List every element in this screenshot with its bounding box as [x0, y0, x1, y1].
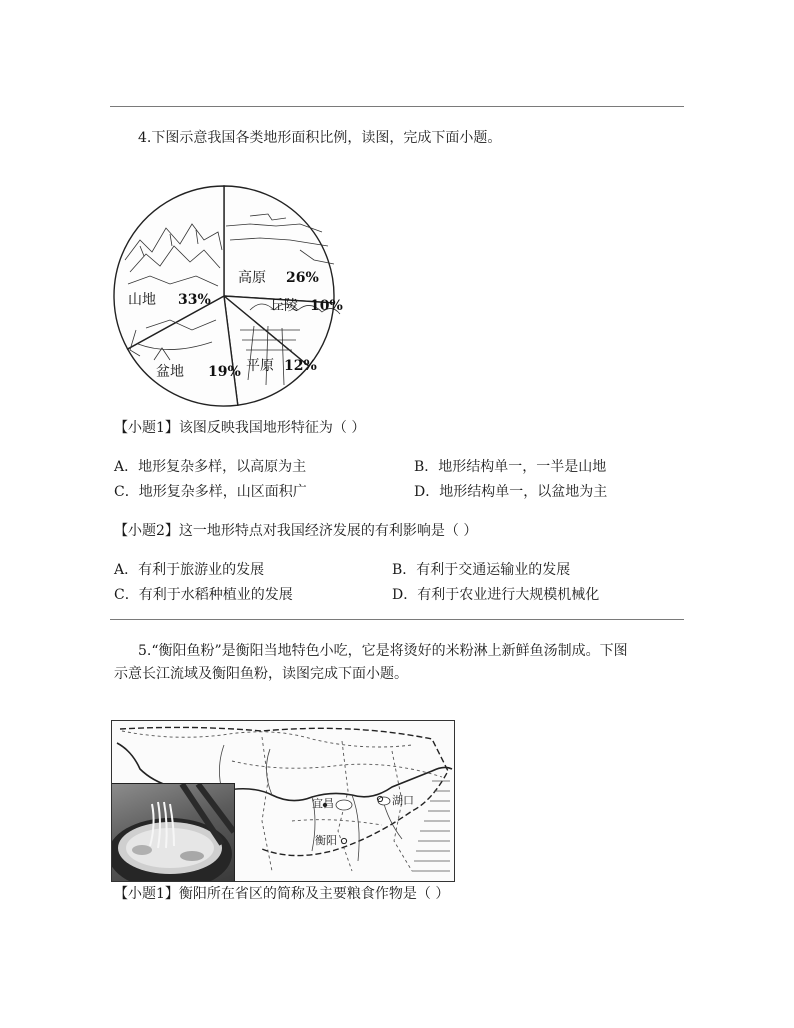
q4-intro: 4.下图示意我国各类地形面积比例，读图，完成下面小题。 — [138, 130, 502, 146]
q5-intro-line2: 示意长江流域及衡阳鱼粉，读图完成下面小题。 — [114, 666, 408, 682]
hengyang-label: 衡阳 — [315, 834, 337, 847]
q5-intro-line1: 5.“衡阳鱼粉”是衡阳当地特色小吃，它是将烫好的米粉淋上新鲜鱼汤制成。下图 — [138, 643, 628, 659]
q4-sub1-option-b[interactable]: B．地形结构单一，一半是山地 — [414, 459, 607, 475]
pie-value-label: 33% — [178, 292, 211, 308]
q4-sub2-stem: 【小题2】这一地形特点对我国经济发展的有利影响是（ ） — [114, 523, 478, 539]
top-divider — [110, 106, 684, 107]
pie-value-label: 26% — [286, 270, 319, 286]
terrain-pie-chart — [100, 180, 350, 412]
hengyang-fish-noodle-photo — [112, 783, 235, 881]
q4-sub1-option-a[interactable]: A．地形复杂多样，以高原为主 — [114, 459, 307, 475]
pie-value-label: 12% — [284, 358, 317, 374]
q4-sub2-option-a[interactable]: A．有利于旅游业的发展 — [114, 562, 265, 578]
pie-value-label: 10% — [310, 298, 343, 314]
q4-sub1-stem: 【小题1】该图反映我国地形特征为（ ） — [114, 420, 366, 436]
yangtze-map-figure — [111, 720, 455, 882]
q4-sub1-option-d[interactable]: D．地形结构单一，以盆地为主 — [414, 484, 608, 500]
q4-sub2-option-b[interactable]: B．有利于交通运输业的发展 — [392, 562, 571, 578]
pie-category-label: 盆地 — [156, 364, 184, 380]
middle-divider — [110, 619, 684, 620]
pie-category-label: 山地 — [128, 292, 156, 308]
yichang-label: 宜昌 — [312, 797, 334, 810]
lake-shape — [336, 800, 352, 810]
hengyang-dot — [341, 838, 346, 843]
pie-category-label: 高原 — [238, 270, 266, 286]
lake-shape — [378, 797, 390, 805]
pie-category-label: 平原 — [246, 358, 274, 374]
q4-sub2-option-d[interactable]: D．有利于农业进行大规模机械化 — [392, 587, 600, 603]
q4-sub1-option-c[interactable]: C．地形复杂多样，山区面积广 — [114, 484, 307, 500]
q5-sub1-stem: 【小题1】衡阳所在省区的简称及主要粮食作物是（ ） — [114, 886, 450, 902]
pie-category-label: 丘陵 — [270, 298, 298, 314]
hukou-label: 湖口 — [392, 794, 414, 807]
pie-value-label: 19% — [208, 364, 241, 380]
q4-sub2-option-c[interactable]: C．有利于水稻种植业的发展 — [114, 587, 293, 603]
